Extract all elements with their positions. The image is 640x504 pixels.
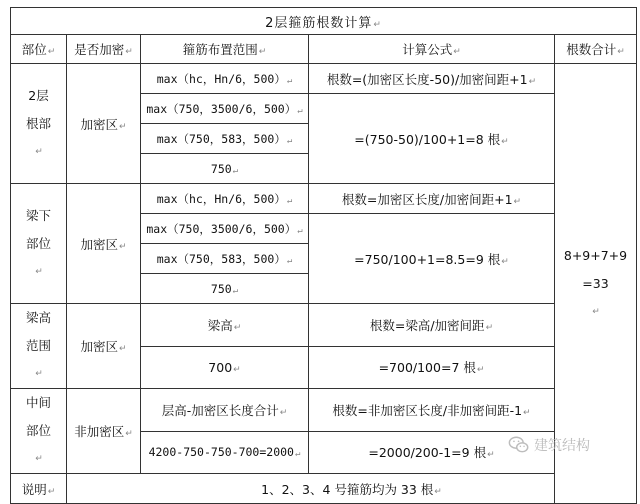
paragraph-mark-icon: ↵ bbox=[258, 47, 267, 57]
formula-cell: 根数=非加密区长度/非加密间距-1↵ bbox=[309, 389, 555, 432]
paragraph-mark-icon: ↵ bbox=[125, 429, 133, 439]
paragraph-mark-icon: ↵ bbox=[501, 256, 509, 267]
note-text: 1、2、3、4 号箍筋均为 33 根↵ bbox=[67, 474, 637, 504]
paragraph-mark-icon: ↵ bbox=[233, 322, 242, 333]
paragraph-mark-icon: ↵ bbox=[47, 47, 56, 57]
paragraph-mark-icon: ↵ bbox=[476, 365, 485, 376]
range-cell: max（750，583，500）↵ bbox=[141, 124, 309, 154]
paragraph-mark-icon: ↵ bbox=[485, 322, 494, 333]
calc-cell: =2000/200-1=9 根↵ bbox=[309, 431, 555, 474]
paragraph-mark-icon: ↵ bbox=[35, 369, 43, 379]
range-cell: max（750，3500/6，500）↵ bbox=[141, 214, 309, 244]
paragraph-mark-icon: ↵ bbox=[297, 105, 303, 116]
paragraph-mark-icon: ↵ bbox=[232, 165, 239, 176]
dense-cell: 非加密区↵ bbox=[67, 389, 141, 474]
range-cell: 层高-加密区长度合计↵ bbox=[141, 389, 309, 432]
range-cell: 梁高↵ bbox=[141, 304, 309, 347]
paragraph-mark-icon: ↵ bbox=[279, 407, 288, 418]
paragraph-mark-icon: ↵ bbox=[286, 255, 293, 266]
paragraph-mark-icon: ↵ bbox=[373, 19, 382, 30]
header-range: 箍筋布置范围↵ bbox=[141, 35, 309, 64]
part-cell: 2层 根部 ↵ bbox=[11, 64, 67, 184]
dense-cell: 加密区↵ bbox=[67, 184, 141, 304]
header-dense: 是否加密↵ bbox=[67, 35, 141, 64]
paragraph-mark-icon: ↵ bbox=[453, 47, 461, 57]
formula-cell: 根数=(加密区长度-50)/加密间距+1↵ bbox=[309, 64, 555, 94]
paragraph-mark-icon: ↵ bbox=[297, 225, 303, 236]
wechat-icon bbox=[508, 434, 530, 456]
paragraph-mark-icon: ↵ bbox=[487, 450, 495, 461]
dense-cell: 加密区↵ bbox=[67, 64, 141, 184]
paragraph-mark-icon: ↵ bbox=[617, 47, 625, 57]
paragraph-mark-icon: ↵ bbox=[35, 266, 43, 277]
paragraph-mark-icon: ↵ bbox=[118, 344, 127, 354]
paragraph-mark-icon: ↵ bbox=[294, 449, 301, 460]
paragraph-mark-icon: ↵ bbox=[286, 75, 293, 86]
paragraph-mark-icon: ↵ bbox=[232, 285, 239, 296]
paragraph-mark-icon: ↵ bbox=[434, 486, 442, 497]
calc-cell: =750/100+1=8.5=9 根↵ bbox=[309, 214, 555, 304]
paragraph-mark-icon: ↵ bbox=[592, 306, 600, 317]
paragraph-mark-icon: ↵ bbox=[528, 76, 537, 87]
range-cell: max（hc，Hn/6，500）↵ bbox=[141, 64, 309, 94]
paragraph-mark-icon: ↵ bbox=[118, 241, 127, 252]
part-cell: 中间 部位 ↵ bbox=[11, 389, 67, 474]
header-total: 根数合计↵ bbox=[555, 35, 637, 64]
paragraph-mark-icon: ↵ bbox=[501, 136, 509, 147]
paragraph-mark-icon: ↵ bbox=[118, 121, 127, 132]
part-cell: 梁下 部位 ↵ bbox=[11, 184, 67, 304]
header-part: 部位↵ bbox=[11, 35, 67, 64]
range-cell: 750↵ bbox=[141, 274, 309, 304]
watermark bbox=[508, 433, 634, 457]
part-cell: 梁高 范围 ↵ bbox=[11, 304, 67, 389]
calc-cell: =700/100=7 根↵ bbox=[309, 346, 555, 389]
table-title: 2层箍筋根数计算↵ bbox=[11, 8, 637, 35]
paragraph-mark-icon: ↵ bbox=[513, 196, 522, 207]
paragraph-mark-icon: ↵ bbox=[523, 407, 531, 418]
paragraph-mark-icon: ↵ bbox=[35, 146, 43, 157]
header-formula: 计算公式↵ bbox=[309, 35, 555, 64]
formula-cell: 根数=梁高/加密间距↵ bbox=[309, 304, 555, 347]
paragraph-mark-icon: ↵ bbox=[286, 195, 293, 206]
paragraph-mark-icon: ↵ bbox=[233, 364, 241, 375]
dense-cell: 加密区↵ bbox=[67, 304, 141, 389]
formula-cell: 根数=加密区长度/加密间距+1↵ bbox=[309, 184, 555, 214]
stirrup-count-table bbox=[10, 7, 637, 504]
range-cell: max（hc，Hn/6，500）↵ bbox=[141, 184, 309, 214]
watermark-text: 建筑结构 bbox=[534, 438, 590, 454]
calc-cell: =(750-50)/100+1=8 根↵ bbox=[309, 94, 555, 184]
range-cell: 4200-750-750-700=2000↵ bbox=[141, 431, 309, 474]
range-cell: max（750，583，500）↵ bbox=[141, 244, 309, 274]
paragraph-mark-icon: ↵ bbox=[125, 47, 133, 57]
note-label: 说明↵ bbox=[11, 474, 67, 504]
total-cell: 8+9+7+9 =33 ↵ bbox=[555, 64, 637, 504]
range-cell: 750↵ bbox=[141, 154, 309, 184]
paragraph-mark-icon: ↵ bbox=[47, 486, 56, 497]
paragraph-mark-icon: ↵ bbox=[35, 454, 43, 464]
range-cell: 700↵ bbox=[141, 346, 309, 389]
range-cell: max（750，3500/6，500）↵ bbox=[141, 94, 309, 124]
paragraph-mark-icon: ↵ bbox=[286, 135, 293, 146]
